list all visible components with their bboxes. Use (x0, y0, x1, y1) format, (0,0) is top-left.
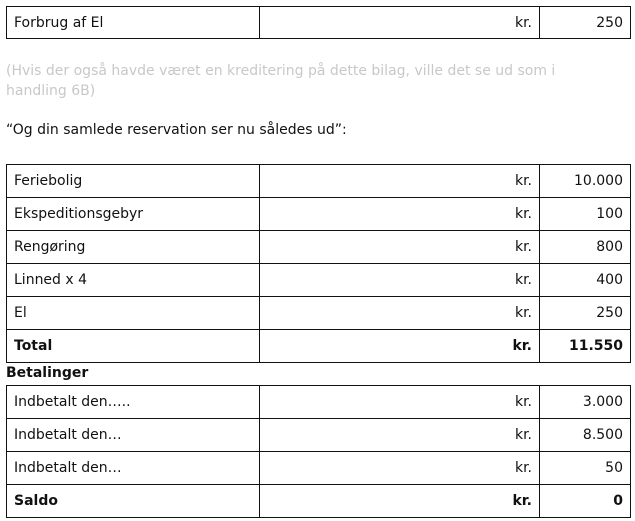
balance-currency: kr. (260, 485, 540, 518)
row-currency: kr. (260, 264, 540, 297)
row-label: Ekspeditionsgebyr (7, 198, 260, 231)
row-amount: 10.000 (540, 165, 631, 198)
row-label: Rengøring (7, 231, 260, 264)
row-amount: 800 (540, 231, 631, 264)
total-row (7, 330, 631, 363)
row-label: Indbetalt den….. (7, 386, 260, 419)
payments-heading: Betalinger (6, 365, 89, 381)
credit-note: (Hvis der også havde været en kreditering på dette bilag, ville det se ud som i handling 6B) (6, 63, 556, 99)
row-label: Linned x 4 (7, 264, 260, 297)
total-currency: kr. (260, 330, 540, 363)
row-currency: kr. (260, 419, 540, 452)
row-currency: kr. (260, 165, 540, 198)
row-currency: kr. (260, 452, 540, 485)
row-amount: 250 (540, 297, 631, 330)
row-amount: 250 (540, 7, 631, 39)
row-label: Indbetalt den… (7, 452, 260, 485)
row-label: Feriebolig (7, 165, 260, 198)
consumption-table (6, 6, 631, 39)
row-amount: 400 (540, 264, 631, 297)
row-amount: 50 (540, 452, 631, 485)
reservation-intro: “Og din samlede reservation ser nu således ud”: (6, 122, 347, 138)
row-currency: kr. (260, 297, 540, 330)
balance-label: Saldo (7, 485, 260, 518)
row-label: Indbetalt den… (7, 419, 260, 452)
table-row (7, 165, 631, 198)
table-row (7, 386, 631, 419)
balance-row (7, 485, 631, 518)
table-row (7, 231, 631, 264)
row-currency: kr. (260, 231, 540, 264)
table-row (7, 297, 631, 330)
table-row (7, 198, 631, 231)
total-label: Total (7, 330, 260, 363)
row-currency: kr. (260, 386, 540, 419)
table-row (7, 264, 631, 297)
payments-table (6, 385, 631, 518)
row-amount: 3.000 (540, 386, 631, 419)
row-currency: kr. (260, 7, 540, 39)
total-amount: 11.550 (540, 330, 631, 363)
row-label: El (7, 297, 260, 330)
table-row (7, 7, 631, 39)
row-currency: kr. (260, 198, 540, 231)
balance-amount: 0 (540, 485, 631, 518)
row-amount: 100 (540, 198, 631, 231)
row-amount: 8.500 (540, 419, 631, 452)
reservation-table (6, 164, 631, 363)
row-label: Forbrug af El (7, 7, 260, 39)
table-row (7, 452, 631, 485)
table-row (7, 419, 631, 452)
